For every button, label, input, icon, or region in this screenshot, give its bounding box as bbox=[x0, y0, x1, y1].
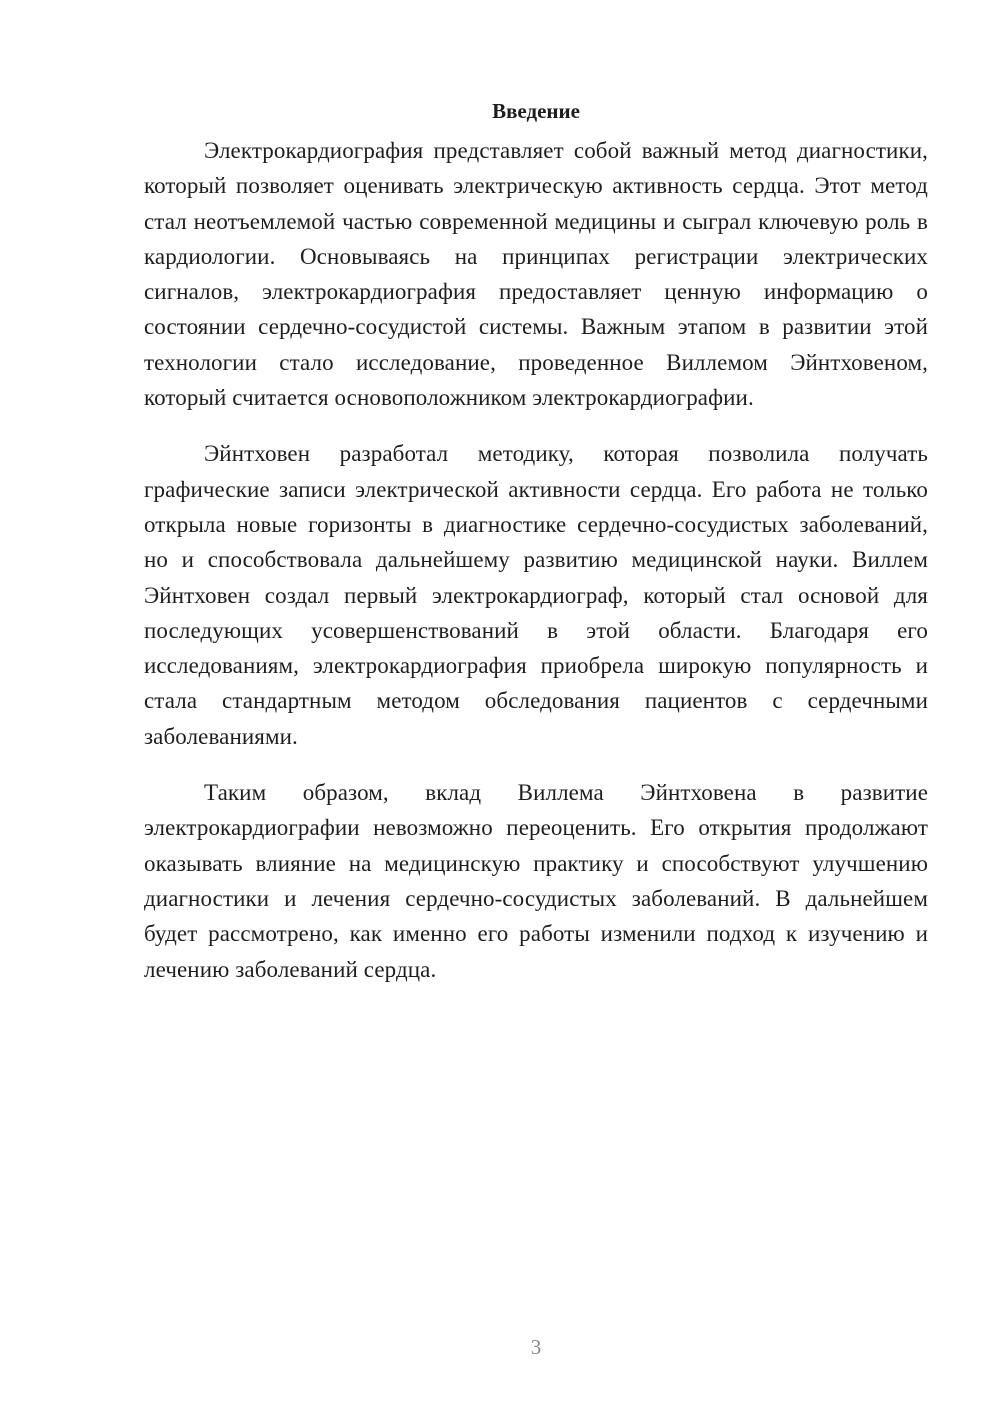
section-heading: Введение bbox=[492, 99, 580, 123]
paragraph-2: Эйнтховен разработал методику, которая позволила получать графические записи электрической активности сердца. Его работа не только открыла новые горизонты в диагностике сердечно-сосудистых заболеваний, но и способствовала дальнейшему развитию медицинской науки. Виллем Эйнтховен создал первый электрокардиограф, который стал основой для последующих усовершенствований в этой области. Благодаря его исследованиям, электрокардиография приобрела широкую популярность и стала стандартным методом обследования пациентов с сердечными заболеваниями. bbox=[144, 441, 928, 749]
page-content bbox=[144, 96, 928, 1008]
paragraph-1: Электрокардиография представляет собой важный метод диагностики, который позволяет оценивать электрическую активность сердца. Этот метод стал неотъемлемой частью современной медицины и сыграл ключевую роль в кардиологии. Основываясь на принципах регистрации электрических сигналов, электрокардиография предоставляет ценную информацию о состоянии сердечно-сосудистой системы. Важным этапом в развитии этой технологии стало исследование, проведенное Виллемом Эйнтховеном, который считается основоположником электрокардиографии. bbox=[144, 138, 928, 411]
paragraph-3: Таким образом, вклад Виллема Эйнтховена в развитие электрокардиографии невозможно переоценить. Его открытия продолжают оказывать влияние на медицинскую практику и способствуют улучшению диагностики и лечения сердечно-сосудистых заболеваний. В дальнейшем будет рассмотрено, как именно его работы изменили подход к изучению и лечению заболеваний сердца. bbox=[144, 780, 928, 982]
page-number: 3 bbox=[530, 1335, 542, 1359]
